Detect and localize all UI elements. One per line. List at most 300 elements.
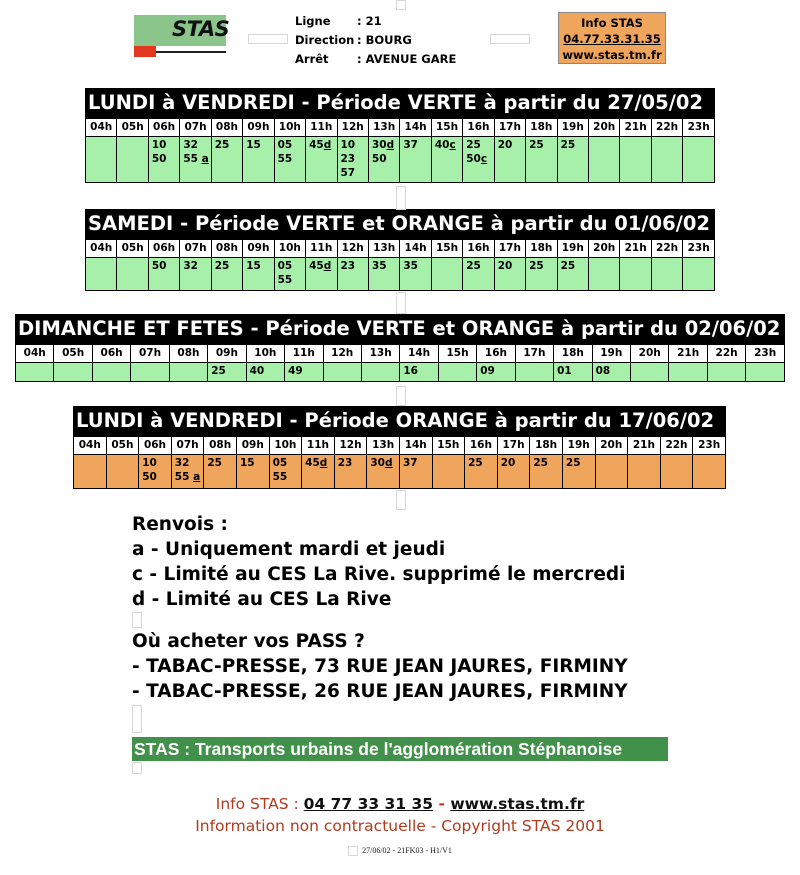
departure-time [211,364,245,378]
decor-box [248,34,288,44]
hour-header: 12h [323,345,361,363]
departure-cell [16,363,54,382]
minute-value: 05 [277,139,293,151]
minute-value: 50 [151,260,167,272]
departure-time [529,259,556,273]
renvoi-item: a - Uniquement mardi et jeudi [132,539,446,560]
footnote-marker: d [323,260,332,272]
departure-time [175,470,204,484]
schedule-title: SAMEDI - Période VERTE et ORANGE à partir du 01/06/02 [85,209,715,239]
minute-value: 40 [249,365,265,377]
hour-header: 05h [106,437,139,455]
departure-time [278,273,305,287]
hour-header: 17h [494,119,525,137]
hour-header: 08h [211,119,242,137]
footer-phone-link[interactable]: 04 77 33 31 35 [303,795,434,813]
hour-header: 12h [337,119,368,137]
departure-cell [306,137,337,183]
decor-box [396,292,406,314]
departure-cell [497,455,530,489]
minute-value: 25 [207,457,222,469]
info-title: Info STAS [581,16,643,30]
renvoi-item: d - Limité au CES La Rive [132,589,392,610]
minute-value: 25 [468,457,483,469]
departure-cell [361,363,399,382]
departure-cell [526,137,557,183]
schedule-table [85,118,715,183]
departure-cell [246,363,284,382]
footnote-marker: d [319,457,328,469]
departure-cell [211,137,242,183]
hour-header: 16h [463,119,494,137]
departure-cell [438,363,476,382]
minute-value: 49 [288,365,303,377]
departure-cell [180,258,211,291]
departure-cell [746,363,785,382]
departure-cell [557,258,588,291]
departure-cell [323,363,361,382]
footer [0,793,800,837]
departure-cell [92,363,130,382]
hour-header: 20h [589,119,620,137]
direction-value: : BOURG [357,33,412,47]
departure-cell [86,258,117,291]
hour-header: 10h [269,437,302,455]
departure-cell [306,258,337,291]
departure-time [403,364,437,378]
departure-time [183,152,210,166]
ligne-label: Ligne [295,14,331,28]
departure-time [288,364,322,378]
minute-value: 37 [402,457,418,469]
minute-value: 25 [565,457,581,469]
departure-time [142,456,171,470]
hour-header: 06h [148,240,179,258]
departure-cell [515,363,553,382]
line-info [295,12,456,69]
hour-header: 15h [431,119,462,137]
decor-box [396,490,406,510]
hour-header: 18h [526,119,557,137]
minute-value: 10 [151,139,167,151]
departure-cell [463,137,494,183]
departure-time [341,259,368,273]
departure-cell [463,258,494,291]
minute-value: 05 [277,260,293,272]
hour-header: 06h [139,437,172,455]
hour-header: 23h [746,345,785,363]
departure-cell [334,455,367,489]
hour-header: 04h [86,119,117,137]
hour-header: 19h [562,437,595,455]
departure-cell [337,137,368,183]
minute-value: 25 [529,260,544,272]
hour-header: 07h [131,345,169,363]
hour-header: 12h [334,437,367,455]
hour-header: 17h [515,345,553,363]
minute-value: 01 [557,365,572,377]
departure-time [566,456,595,470]
departure-cell [368,258,399,291]
document-reference [0,846,800,856]
minute-value: 45 [309,260,324,272]
schedule-block-lv-orange [73,406,726,489]
schedule-title: LUNDI à VENDREDI - Période VERTE à partir du 27/05/02 [85,88,715,118]
departure-time [338,456,367,470]
departure-cell [477,363,515,382]
departure-cell [400,137,431,183]
hour-header: 15h [438,345,476,363]
info-web[interactable]: www.stas.tm.fr [562,48,662,62]
departure-cell [589,258,620,291]
arret-value: : AVENUE GARE [357,52,457,66]
hour-header: 04h [74,437,107,455]
departure-cell [243,258,274,291]
departure-cell [86,137,117,183]
departure-cell [400,363,438,382]
departure-cell [595,455,628,489]
hour-header: 15h [431,240,462,258]
minute-value: 30 [370,457,385,469]
hour-header: 14h [400,240,431,258]
hour-header: 05h [117,240,148,258]
footer-info-label: Info STAS : [215,795,304,813]
departure-time [468,456,497,470]
departure-cell [106,455,139,489]
minute-value: 55 [277,274,293,286]
hour-header: 14h [400,119,431,137]
minute-value: 55 [183,153,202,165]
schedule-title: DIMANCHE ET FETES - Période VERTE et ORANGE à partir du 02/06/02 [15,314,785,344]
hour-header: 10h [274,240,305,258]
hour-header: 16h [465,437,498,455]
departure-time [403,259,430,273]
minute-value: 30 [371,139,387,151]
hour-header: 06h [148,119,179,137]
departure-time [466,259,493,273]
hour-header: 08h [204,437,237,455]
departure-cell [285,363,323,382]
ref-text: 27/06/02 - 21FK03 - H1/V1 [362,846,452,855]
departure-cell [171,455,204,489]
departure-time [240,456,269,470]
departure-time [152,152,179,166]
decor-box [396,186,406,210]
departure-time [278,152,305,166]
footer-legal: Information non contractuelle - Copyright STAS 2001 [195,817,605,835]
hour-header: 16h [463,240,494,258]
minute-value: 55 [174,471,194,483]
departure-time [152,259,179,273]
pass-section [132,629,628,704]
departure-time [480,364,514,378]
hour-header: 10h [246,345,284,363]
departure-cell [660,455,693,489]
hour-header: 14h [400,345,438,363]
departure-time [533,456,562,470]
departure-cell [117,258,148,291]
hour-header: 07h [180,119,211,137]
departure-cell [431,137,462,183]
footnote-marker: a [201,153,209,165]
departure-cell [117,137,148,183]
renvois-section [132,512,625,612]
hour-header: 09h [243,119,274,137]
hour-header: 22h [660,437,693,455]
departure-cell [693,455,726,489]
hour-header: 07h [171,437,204,455]
departure-cell [169,363,207,382]
decor-box [132,762,142,774]
minute-value: 25 [533,457,548,469]
departure-time [341,152,368,166]
departure-time [435,138,462,152]
hour-header: 20h [595,437,628,455]
departure-cell [211,258,242,291]
departure-time [215,138,242,152]
departure-cell [494,137,525,183]
decor-box [348,846,358,856]
hour-header: 11h [306,240,337,258]
hour-header: 23h [683,119,715,137]
schedule-block-dimanche [15,314,785,382]
minute-value: 55 [277,153,293,165]
pass-item: - TABAC-PRESSE, 26 RUE JEAN JAURES, FIRMINY [132,681,628,702]
departure-cell [554,363,592,382]
departure-cell [54,363,92,382]
hour-header: 09h [243,240,274,258]
departure-time [498,259,525,273]
minute-value: 32 [183,139,198,151]
departure-cell [432,455,465,489]
departure-time [498,138,525,152]
departure-time [246,259,273,273]
logo-text: STAS [172,17,230,41]
hour-header: 18h [530,437,563,455]
footer-web-link[interactable]: www.stas.tm.fr [450,795,585,813]
departure-time [278,138,305,152]
minute-value: 32 [174,457,190,469]
departure-cell [269,455,302,489]
hour-header: 11h [285,345,323,363]
departure-time [309,259,336,273]
hour-header: 22h [651,240,682,258]
hour-header: 11h [306,119,337,137]
decor-box [132,705,142,733]
departure-time [152,138,179,152]
departure-cell [148,137,179,183]
hour-header: 13h [368,119,399,137]
departure-cell [431,258,462,291]
pass-item: - TABAC-PRESSE, 73 RUE JEAN JAURES, FIRMINY [132,656,628,677]
hour-header: 22h [651,119,682,137]
minute-value: 23 [337,457,353,469]
departure-time [561,138,588,152]
minute-value: 35 [403,260,418,272]
hour-header: 11h [302,437,335,455]
minute-value: 50 [466,153,481,165]
hour-header: 21h [620,240,651,258]
minute-value: 40 [434,139,450,151]
footnote-marker: d [386,139,395,151]
logo-underline [156,51,226,53]
minute-value: 55 [272,471,288,483]
departure-time [466,152,493,166]
departure-time [557,364,591,378]
departure-cell [683,258,715,291]
hour-header: 18h [526,240,557,258]
stas-logo [134,15,230,57]
hour-header: 04h [86,240,117,258]
departure-time [246,138,273,152]
minute-value: 25 [466,139,481,151]
hour-header: 21h [620,119,651,137]
schedule-block-lv-verte [85,88,715,183]
departure-time [305,456,334,470]
hour-header: 19h [557,240,588,258]
minute-value: 20 [497,139,513,151]
hour-header: 04h [16,345,54,363]
hour-header: 09h [236,437,269,455]
schedule-block-samedi [85,209,715,291]
departure-time [273,470,302,484]
minute-value: 16 [403,365,418,377]
departure-time [372,152,399,166]
minute-value: 09 [480,365,495,377]
info-stas-box [558,12,666,64]
departure-time [403,456,432,470]
departure-time [309,138,336,152]
minute-value: 32 [183,260,198,272]
hour-header: 12h [337,240,368,258]
departure-cell [243,137,274,183]
departure-cell [465,455,498,489]
hour-header: 17h [494,240,525,258]
hour-header: 13h [367,437,400,455]
departure-cell [562,455,595,489]
minute-value: 23 [340,153,356,165]
hour-header: 23h [683,240,715,258]
minute-value: 10 [142,457,157,469]
hour-header: 14h [399,437,432,455]
schedule-table [15,344,785,382]
minute-value: 50 [151,153,167,165]
departure-time [250,364,284,378]
departure-time [183,138,210,152]
hour-header: 13h [368,240,399,258]
hour-header: 18h [554,345,592,363]
departure-cell [589,137,620,183]
stas-banner: STAS : Transports urbains de l'agglomération Stéphanoise [132,737,668,761]
departure-time [466,138,493,152]
decor-box [396,0,406,10]
departure-time [183,259,210,273]
departure-cell [367,455,400,489]
departure-cell [651,258,682,291]
minute-value: 35 [371,260,387,272]
minute-value: 50 [371,153,387,165]
arret-label: Arrêt [295,52,329,66]
footnote-marker: a [193,471,201,483]
footnote-marker: c [449,139,456,151]
footnote-marker: d [384,457,393,469]
departure-cell [139,455,172,489]
departure-cell [592,363,630,382]
minute-value: 20 [500,457,516,469]
departure-cell [208,363,246,382]
hour-header: 19h [592,345,630,363]
hour-header: 16h [477,345,515,363]
departure-cell [236,455,269,489]
minute-value: 20 [497,260,513,272]
logo-red-square [134,46,156,57]
hour-header: 05h [54,345,92,363]
footnote-marker: d [323,139,332,151]
departure-cell [400,258,431,291]
minute-value: 37 [403,139,418,151]
hour-header: 21h [669,345,707,363]
minute-value: 25 [560,139,576,151]
departure-cell [530,455,563,489]
departure-cell [274,258,305,291]
hour-header: 06h [92,345,130,363]
departure-cell [631,363,669,382]
direction-label: Direction [295,33,355,47]
departure-cell [131,363,169,382]
hour-header: 07h [180,240,211,258]
hour-header: 21h [628,437,661,455]
minute-value: 25 [214,139,230,151]
hour-header: 09h [208,345,246,363]
minute-value: 08 [595,365,611,377]
departure-cell [368,137,399,183]
hour-header: 20h [631,345,669,363]
departure-time [215,259,242,273]
info-phone[interactable]: 04.77.33.31.35 [563,32,661,46]
departure-cell [557,137,588,183]
hour-header: 17h [497,437,530,455]
departure-time [273,456,302,470]
renvois-title: Renvois : [132,514,228,535]
minute-value: 25 [560,260,576,272]
departure-time [175,456,204,470]
departure-cell [494,258,525,291]
decor-box [132,612,142,628]
departure-cell [274,137,305,183]
minute-value: 15 [246,260,261,272]
footer-separator: - [433,795,451,813]
hour-header: 08h [211,240,242,258]
departure-time [596,364,630,378]
minute-value: 23 [340,260,356,272]
departure-time [142,470,171,484]
minute-value: 10 [340,139,356,151]
schedule-title: LUNDI à VENDREDI - Période ORANGE à partir du 17/06/02 [73,406,726,436]
departure-time [501,456,530,470]
hour-header: 15h [432,437,465,455]
departure-cell [148,258,179,291]
departure-cell [620,258,651,291]
pass-title: Où acheter vos PASS ? [132,631,365,652]
departure-cell [204,455,237,489]
departure-cell [74,455,107,489]
hour-header: 19h [557,119,588,137]
hour-header: 22h [707,345,745,363]
departure-time [403,138,430,152]
departure-cell [620,137,651,183]
hour-header: 20h [589,240,620,258]
departure-cell [683,137,715,183]
